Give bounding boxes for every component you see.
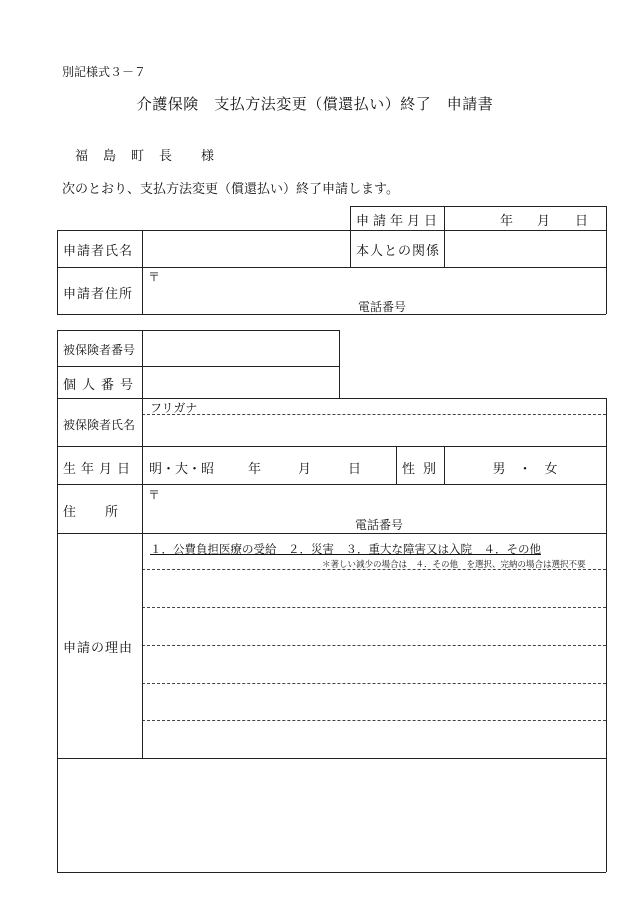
- reason-label: 申請の理由: [63, 641, 134, 656]
- intro-text: 次のとおり、支払方法変更（償還払い）終了申請します。: [62, 182, 399, 197]
- birth-date-field[interactable]: [143, 447, 395, 483]
- application-date-label: 申請年月日: [356, 214, 442, 229]
- furigana-field[interactable]: [210, 399, 605, 413]
- insured-address-field[interactable]: [143, 485, 605, 532]
- applicant-phone-label: 電話番号: [358, 300, 407, 314]
- birth-year-unit: 年: [248, 462, 263, 477]
- furigana-label: フリガナ: [150, 401, 198, 415]
- insured-name-field[interactable]: [143, 415, 605, 445]
- insured-postal-mark: 〒: [148, 488, 161, 502]
- applicant-address-label: 申請者住所: [63, 287, 134, 302]
- applicant-address-field[interactable]: [143, 268, 605, 313]
- reason-note: ＊著しい減少の場合は ４．その他 を選択、完納の場合は選択不要: [322, 560, 586, 570]
- application-date-field[interactable]: [445, 207, 605, 229]
- sex-options[interactable]: 男 ・ 女: [492, 462, 558, 477]
- relation-field[interactable]: [445, 231, 605, 266]
- insured-name-label: 被保険者氏名: [63, 418, 136, 432]
- personal-number-label: 個人番号: [63, 378, 140, 393]
- personal-number-field[interactable]: [143, 367, 338, 397]
- birth-date-label: 生年月日: [63, 462, 136, 477]
- page-title: 介護保険 支払方法変更（償還払い）終了 申請書: [136, 95, 494, 113]
- birth-month-unit: 月: [298, 462, 313, 477]
- insured-phone-label: 電話番号: [355, 518, 404, 532]
- form-id: 別記様式３－７: [62, 65, 147, 79]
- insured-number-field[interactable]: [143, 331, 338, 365]
- date-day-unit: 日: [575, 214, 590, 229]
- birth-day-unit: 日: [348, 462, 363, 477]
- era-options: 明・大・昭: [149, 462, 215, 477]
- applicant-name-field[interactable]: [143, 231, 349, 266]
- reason-options[interactable]: １．公費負担医療の受給 ２．災害 ３．重大な障害又は入院 ４．その他: [150, 542, 541, 556]
- sex-label: 性別: [402, 462, 445, 477]
- date-year-unit: 年: [500, 214, 515, 229]
- applicant-name-label: 申請者氏名: [63, 244, 134, 259]
- relation-label: 本人との関係: [356, 244, 441, 259]
- insured-address-label: 住 所: [63, 505, 120, 520]
- insured-number-label: 被保険者番号: [63, 343, 136, 357]
- addressee: 福 島 町 長 様: [75, 149, 216, 164]
- applicant-postal-mark: 〒: [148, 270, 161, 284]
- blank-bottom-area: [58, 759, 605, 871]
- date-month-unit: 月: [537, 214, 552, 229]
- reason-text-area[interactable]: [143, 570, 605, 757]
